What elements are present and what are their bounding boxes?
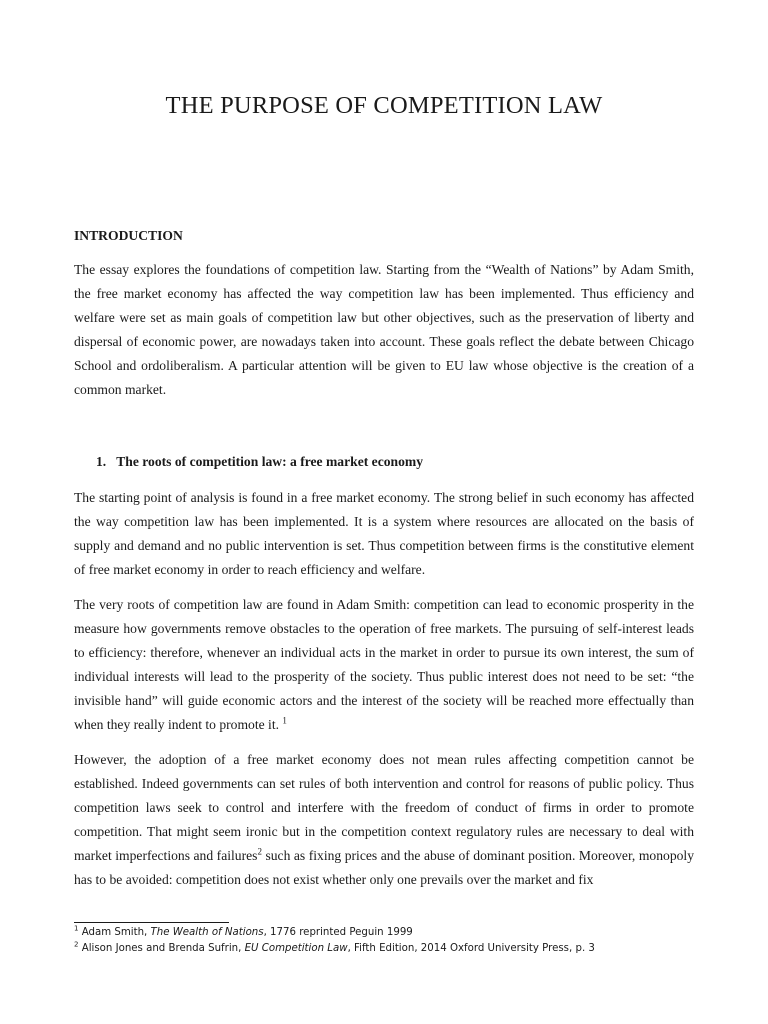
footnote-ref-1[interactable]: 1: [282, 715, 287, 726]
section-1-title: The roots of competition law: a free market economy: [116, 454, 423, 469]
footnote-text-post: , 1776 reprinted Peguin 1999: [263, 927, 413, 938]
section-1-paragraph-2: [74, 593, 694, 737]
section-1-paragraph-3: [74, 748, 694, 892]
section-1-paragraph-1: The starting point of analysis is found in a free market economy. The strong belief in such economy has affected the way competition law has been implemented. It is a system where resources are allocated on the basis of supply and demand and no public intervention is set. Thus competition between firms is the constitutive element of free market economy in order to reach efficiency and welfare.: [74, 490, 694, 577]
document-body: [74, 226, 694, 892]
paragraph-3-text-b: such as fixing prices and the abuse of dominant position. Moreover, monopoly has to be avoided: competition does not exist whether only one prevails over the market and fix: [74, 848, 694, 887]
paragraph-2-text: The very roots of competition law are found in Adam Smith: competition can lead to economic prosperity in the measure how governments remove obstacles to the operation of free markets. The pursuing of self-interest leads to efficiency: therefore, whenever an individual acts in the market in order to pursue its own interest, the sum of individual interests will lead to the prosperity of the society. Thus public interest does not need to be set: “the invisible hand” will guide economic actors and the interest of the society will be reached more effectually than when they really indent to promote it.: [74, 597, 694, 732]
section-1-number: 1.: [96, 454, 107, 469]
footnotes: [74, 925, 714, 957]
paragraph-3-text-a: However, the adoption of a free market economy does not mean rules affecting competition cannot be established. Indeed governments can set rules of both intervention and control for reasons of public policy. Thus competition laws seek to control and interfere with the freedom of conduct of firms in order to promote competition. That might seem ironic but in the competition context regulatory rules are necessary to deal with market imperfections and failures: [74, 752, 694, 863]
footnote-2: [74, 941, 714, 957]
section-1-heading: [74, 452, 694, 472]
footnote-text-pre: Adam Smith,: [81, 927, 151, 938]
footnote-separator: [74, 922, 229, 923]
document-title: THE PURPOSE OF COMPETITION LAW: [165, 92, 603, 119]
introduction-heading: INTRODUCTION: [74, 228, 183, 243]
footnote-text-post: , Fifth Edition, 2014 Oxford University Press, p. 3: [347, 943, 595, 954]
footnote-book-title: EU Competition Law: [244, 943, 348, 954]
introduction-paragraph: The essay explores the foundations of competition law. Starting from the “Wealth of Nations” by Adam Smith, the free market economy has affected the way competition law has been implemented. Thus efficiency and welfare were set as main goals of competition law but other objectives, such as the preservation of liberty and dispersal of economic power, are nowadays taken into account. These goals reflect the debate between Chicago School and ordoliberalism. A particular attention will be given to EU law whose objective is the creation of a common market.: [74, 262, 694, 397]
footnote-ref-2[interactable]: 2: [257, 846, 262, 857]
footnote-number: 2: [74, 940, 79, 949]
footnote-book-title: The Wealth of Nations: [150, 927, 264, 938]
footnote-text-pre: Alison Jones and Brenda Sufrin,: [81, 943, 245, 954]
footnote-number: 1: [74, 924, 79, 933]
footnote-1: [74, 925, 714, 941]
